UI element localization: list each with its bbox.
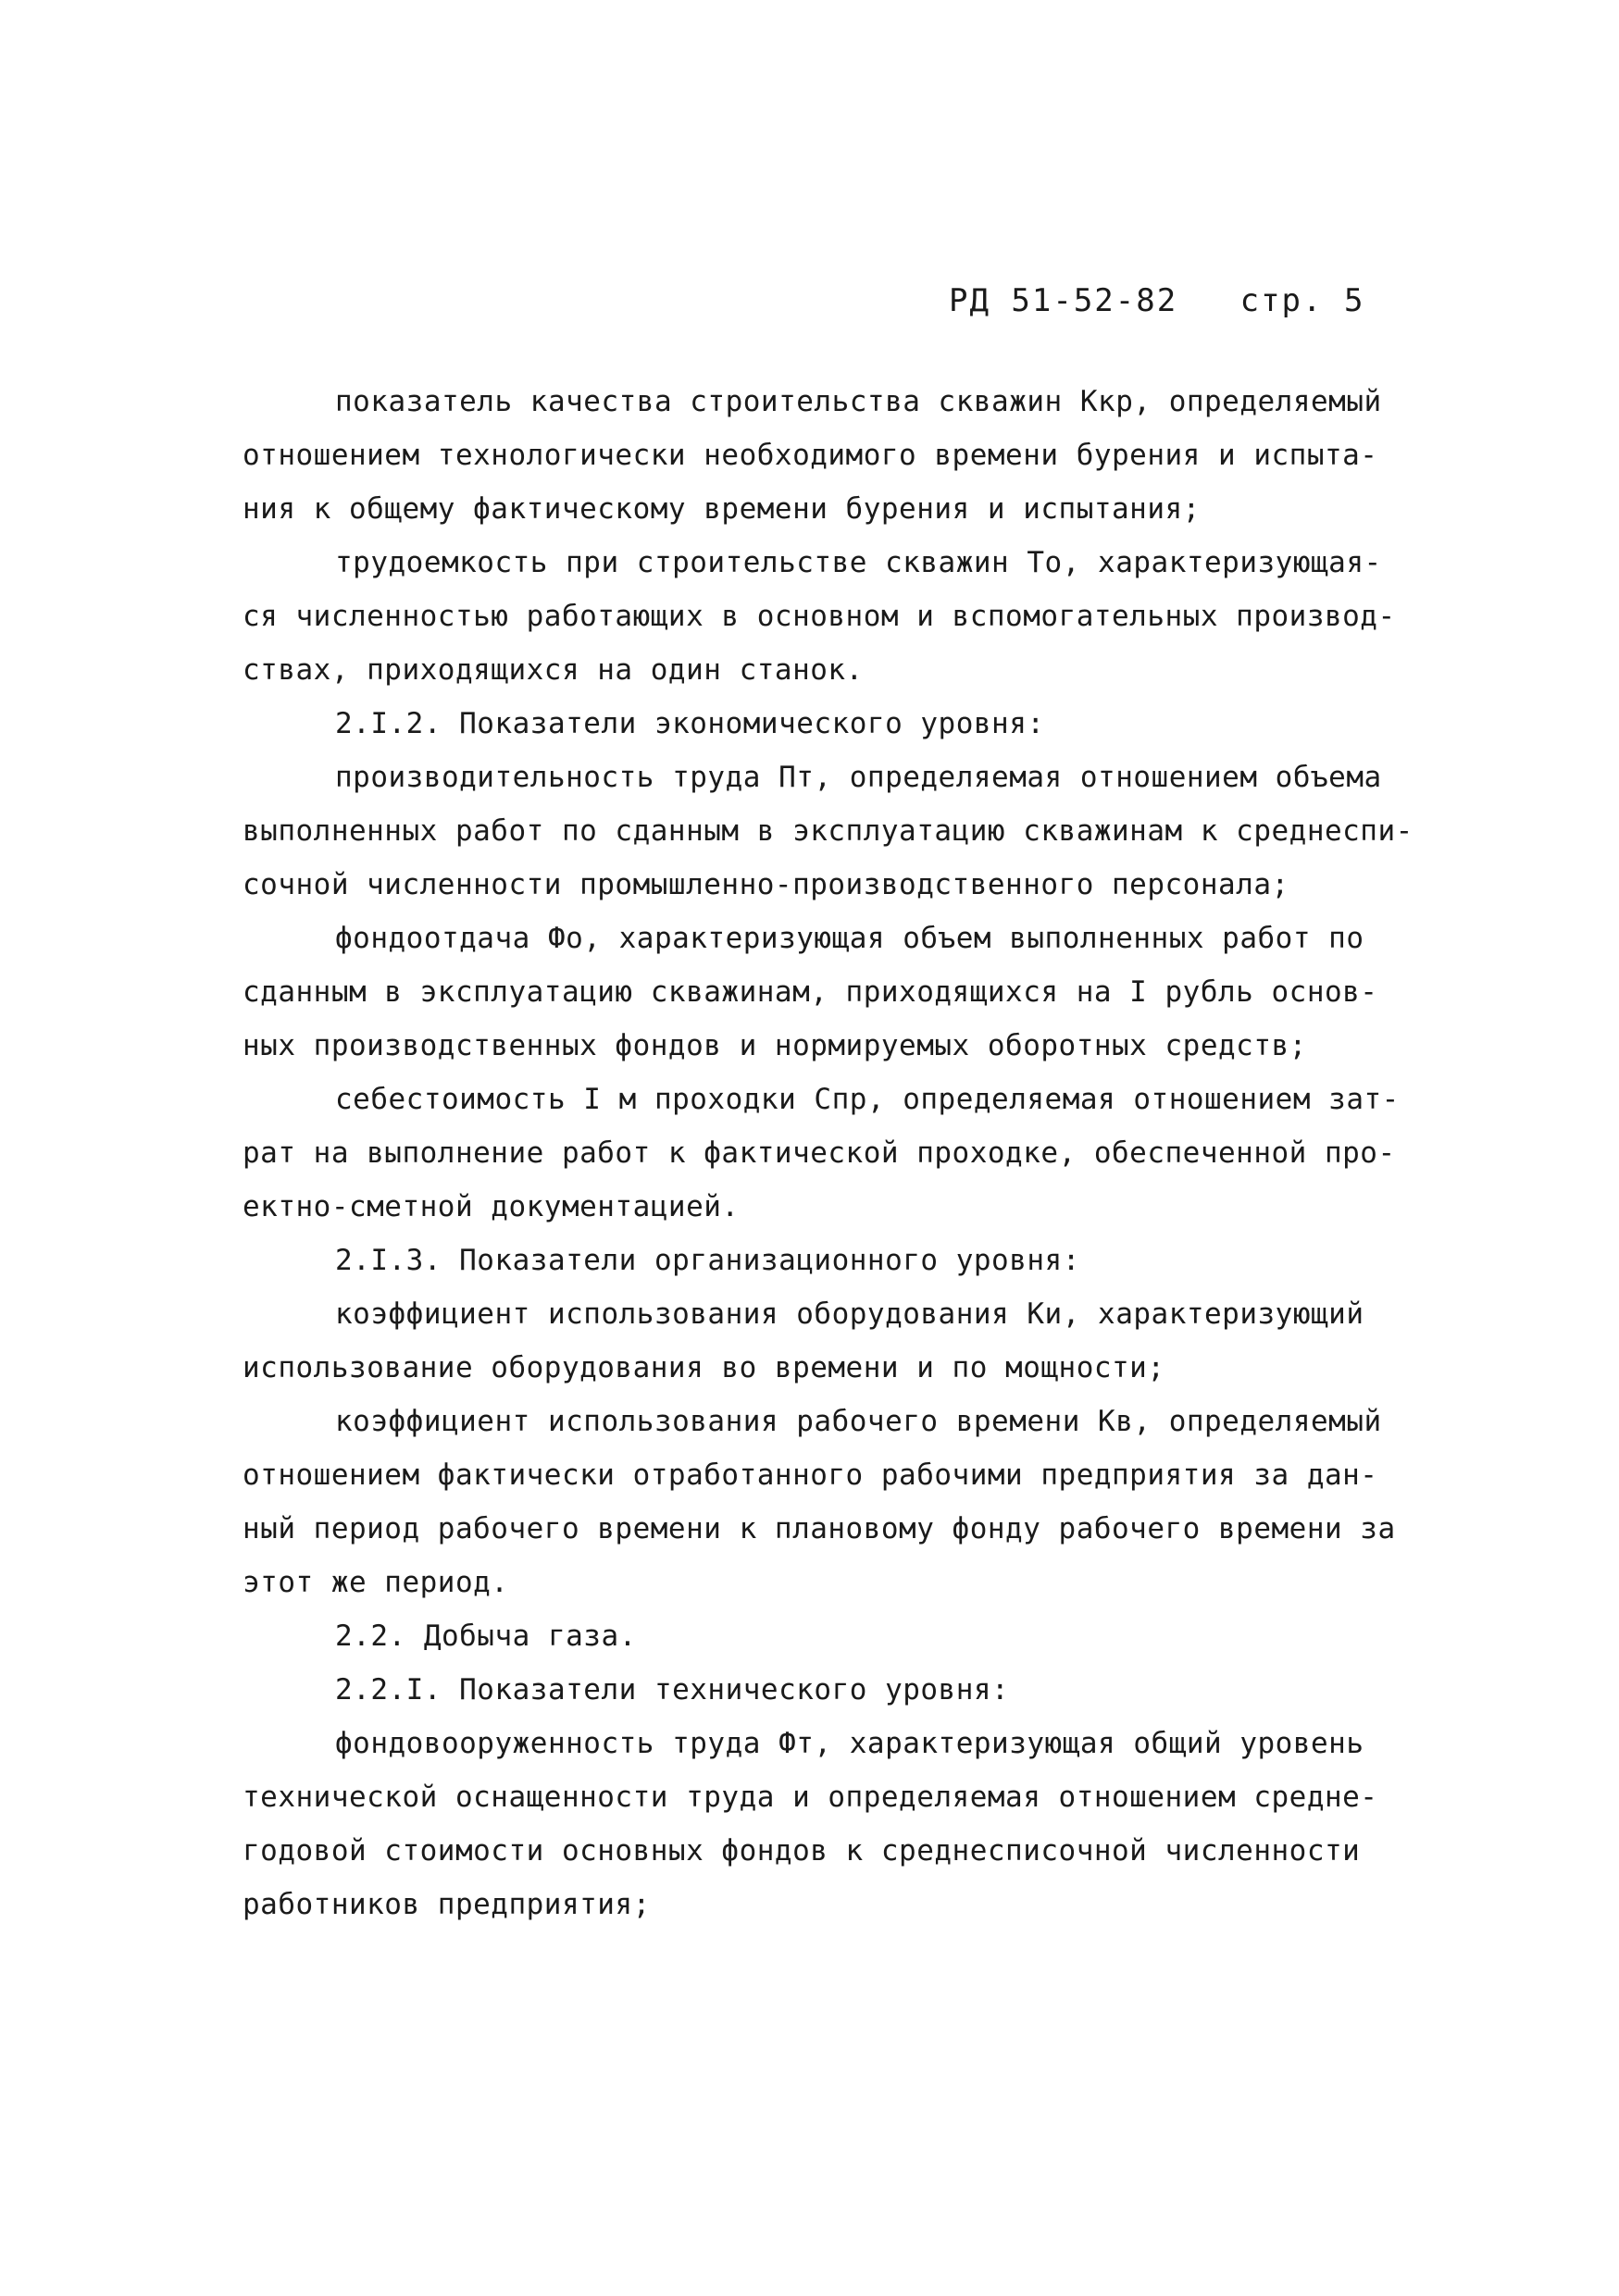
text-line: коэффициент использования рабочего времени Кв, определяемый [335, 1405, 1382, 1438]
text-line: отношением технологически необходимого времени бурения и испыта- [243, 439, 1378, 472]
text-line: работников предприятия; [243, 1888, 651, 1921]
text-line: ния к общему фактическому времени бурения и испытания; [243, 492, 1201, 526]
text-line: технической оснащенности труда и определяемая отношением средне- [243, 1781, 1378, 1814]
text-line: 2.2. Добыча газа. [335, 1620, 637, 1653]
text-line: ектно-сметной документацией. [243, 1190, 740, 1223]
document-body [243, 375, 1414, 1931]
text-line: трудоемкость при строительстве скважин То, характеризующая- [335, 546, 1382, 579]
text-line: этот же период. [243, 1566, 509, 1599]
text-line: коэффициент использования оборудования Ки, характеризующий [335, 1297, 1364, 1331]
text-line: производительность труда Пт, определяемая отношением объема [335, 761, 1382, 794]
text-line: 2.2.I. Показатели технического уровня: [335, 1673, 1010, 1706]
text-line: показатель качества строительства скважин Ккр, определяемый [335, 385, 1382, 418]
text-line: ся численностью работающих в основном и вспомогательных производ- [243, 600, 1396, 633]
text-line: фондоотдача Фо, характеризующая объем выполненных работ по [335, 922, 1364, 955]
page-header [949, 282, 1364, 319]
page-number: стр. 5 [1239, 282, 1365, 319]
text-line: сданным в эксплуатацию скважинам, приходящихся на I рубль основ- [243, 975, 1378, 1009]
text-line: использование оборудования во времени и по мощности; [243, 1351, 1165, 1384]
text-line: 2.I.2. Показатели экономического уровня: [335, 707, 1045, 740]
text-line: себестоимость I м проходки Спр, определяемая отношением зат- [335, 1083, 1400, 1116]
text-line: отношением фактически отработанного рабочими предприятия за дан- [243, 1458, 1378, 1492]
document-code: РД 51-52-82 [949, 282, 1178, 319]
text-line: ных производственных фондов и нормируемых оборотных средств; [243, 1029, 1307, 1062]
text-line: выполненных работ по сданным в эксплуатацию скважинам к среднеспи- [243, 814, 1414, 848]
text-line: ствах, приходящихся на один станок. [243, 653, 864, 687]
text-line: рат на выполнение работ к фактической проходке, обеспеченной про- [243, 1136, 1396, 1170]
text-line: сочной численности промышленно-производственного персонала; [243, 868, 1289, 901]
text-line: ный период рабочего времени к плановому фонду рабочего времени за [243, 1512, 1396, 1545]
text-line: фондовооруженность труда Фт, характеризующая общий уровень [335, 1727, 1364, 1760]
text-line: 2.I.3. Показатели организационного уровня: [335, 1244, 1080, 1277]
text-line: годовой стоимости основных фондов к среднесписочной численности [243, 1834, 1361, 1868]
